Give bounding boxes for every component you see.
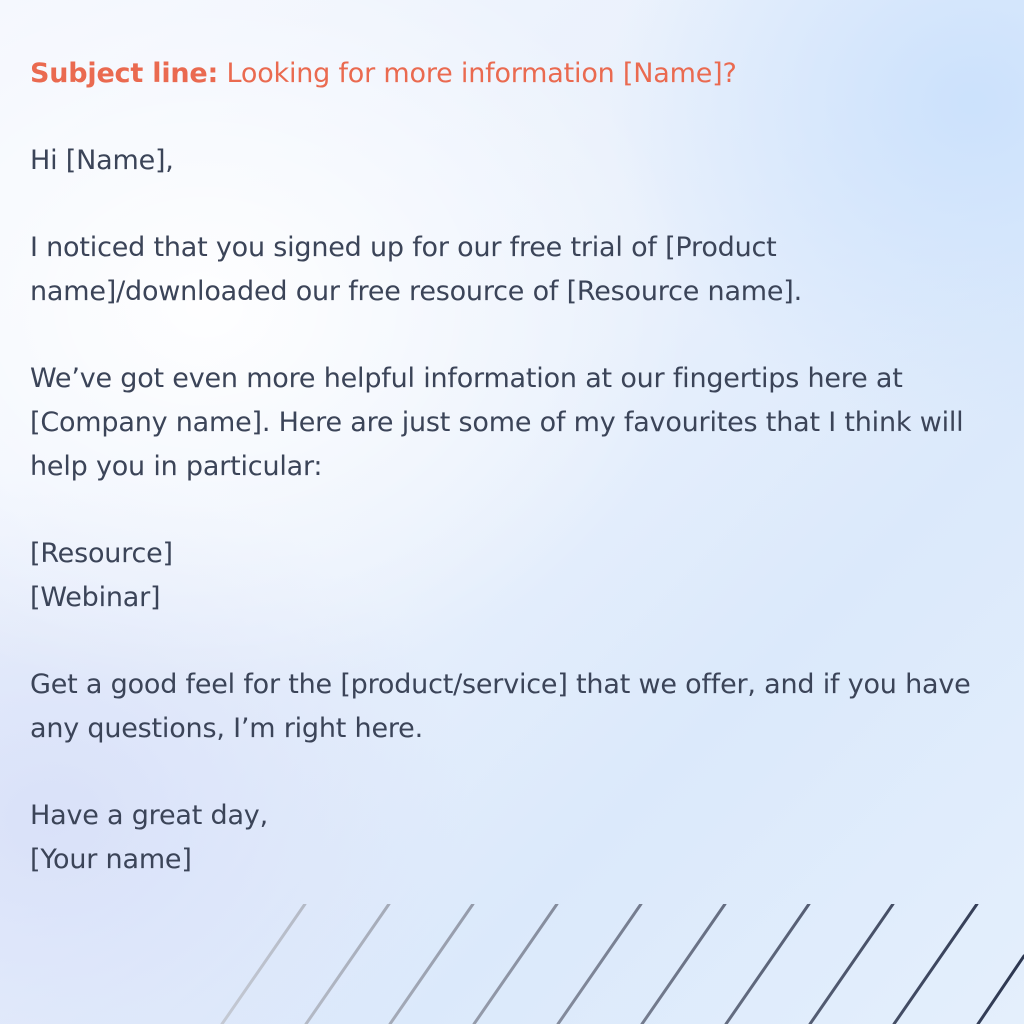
stripe-line xyxy=(894,904,977,1024)
resource-item: [Resource] xyxy=(30,538,173,569)
email-template xyxy=(30,52,990,925)
signoff: Have a great day, xyxy=(30,800,268,831)
paragraph-information: We’ve got even more helpful information at our fingertips here at [Company name]. Here are just some of my favourites that I think will help you in particular: xyxy=(30,363,964,482)
stripe-line xyxy=(558,904,641,1024)
diagonal-stripes-decoration xyxy=(0,904,1024,1024)
paragraph-offer: Get a good feel for the [product/service] that we offer, and if you have any questions, I’m right here. xyxy=(30,669,971,744)
resource-list xyxy=(30,532,990,620)
stripe-line xyxy=(306,904,389,1024)
subject-text: Looking for more information [Name]? xyxy=(226,58,737,89)
subject-line xyxy=(30,52,990,96)
webinar-item: [Webinar] xyxy=(30,582,161,613)
stripe-line xyxy=(474,904,557,1024)
signature-block xyxy=(30,794,990,882)
stripe-line xyxy=(390,904,473,1024)
stripe-line xyxy=(642,904,725,1024)
stripe-line xyxy=(222,904,305,1024)
stripe-lines xyxy=(222,904,1024,1024)
subject-label: Subject line: xyxy=(30,58,219,89)
stripe-line xyxy=(978,956,1024,1024)
signature-name: [Your name] xyxy=(30,844,192,875)
stripe-line xyxy=(810,904,893,1024)
paragraph-signup: I noticed that you signed up for our free trial of [Product name]/downloaded our free resource of [Resource name]. xyxy=(30,232,803,307)
greeting: Hi [Name], xyxy=(30,145,174,176)
stripe-line xyxy=(726,904,809,1024)
